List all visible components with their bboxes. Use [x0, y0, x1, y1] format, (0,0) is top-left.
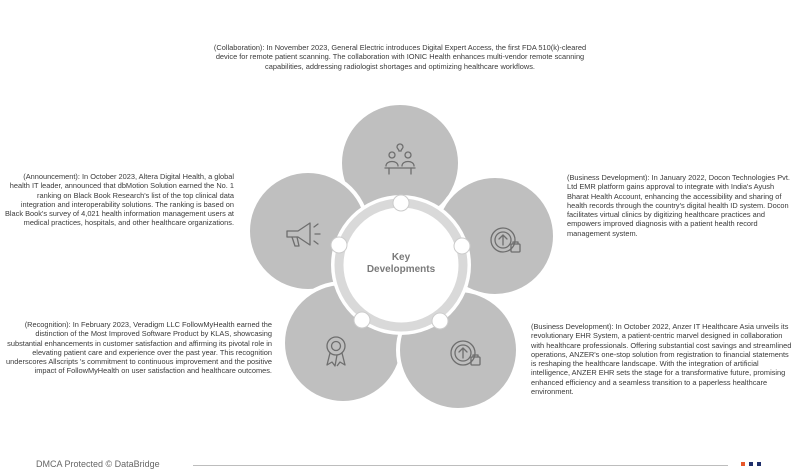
footer-accent-square: [749, 462, 753, 466]
footer-accent-square: [741, 462, 745, 466]
development-note-announcement: (Announcement): In October 2023, Altera Digital Health, a global health IT leader, announced that dbMotion Solution earned the No. 1 ranking on Black Book Research's list of the top clinical data integration and interoperability solutions. The ranking is based on Black Book's survey of 4,021 health information management users at medical practices, hospitals, and other healthcare organizations.: [4, 172, 234, 228]
footer-copyright: DMCA Protected © DataBridge: [36, 459, 160, 469]
center-title-line-2: Developments: [366, 264, 436, 275]
development-note-collaboration: (Collaboration): In November 2023, General Electric introduces Digital Expert Access, the first FDA 510(k)-cleared device for remote patient scanning. The collaboration with IONIC Health enhances multi-vendor remote scanning capabilities, addressing radiologist shortages and optimizing healthcare workflows.: [213, 43, 587, 71]
development-note-business-development-anzer: (Business Development): In October 2022, Anzer IT Healthcare Asia unveils its revolutionary EHR System, a patient-centric marvel designed in collaboration with healthcare professionals. Offering substantial cost savings and streamlined operations, ANZER's one-stop solution from registration to financial statements is reshaping the healthcare landscape. With the integration of artificial intelligence, ANZER EHR sets the stage for a transformative future, promising enhanced efficiency and a seamless transition to a paperless healthcare environment.: [531, 322, 792, 397]
footer-accent-square: [757, 462, 761, 466]
ring-dot-top: [393, 195, 409, 211]
ring-dot-right-lower: [432, 313, 448, 329]
ring-dot-right-upper: [454, 238, 470, 254]
footer-divider: [193, 465, 728, 466]
center-title: [351, 252, 451, 276]
ring-dot-left-upper: [331, 237, 347, 253]
ring-dot-left-lower: [354, 312, 370, 328]
development-note-recognition: (Recognition): In February 2023, Veradigm LLC FollowMyHealth earned the distinction of the Most Improved Software Product by KLAS, showcasing substantial enhancements in customer satisfaction and affirming its pivotal role in elevating patient care and experience over the past year. This recognition underscores Allscripts 's commitment to continuous improvement and the positive impact of FollowMyHealth on user satisfaction and healthcare outcomes.: [6, 320, 272, 376]
development-note-business-development-docon: (Business Development): In January 2022, Docon Technologies Pvt. Ltd EMR platform gains approval to integrate with India's Ayush Bharat Health Account, enhancing the accessibility and sharing of health records through the country's digital health ID system. Docon facilitates virtual clinics by digitizing healthcare practices and empowers improved diagnosis with a patient health record management system.: [567, 173, 790, 238]
center-title-line-1: Key: [391, 252, 411, 263]
